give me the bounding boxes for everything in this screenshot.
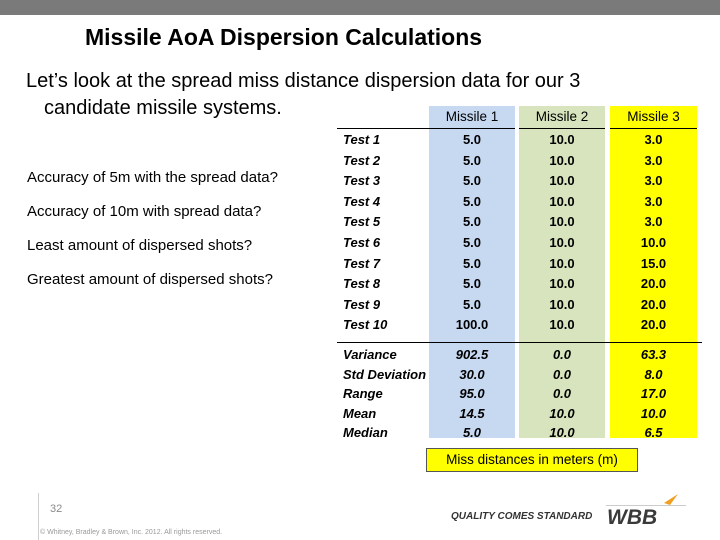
stat-label: Median (343, 425, 388, 440)
test-label: Test 6 (343, 235, 381, 250)
test-value-cell: 3.0 (644, 152, 663, 168)
test-value-cell: 3.0 (644, 132, 663, 147)
test-label: Test 2 (343, 152, 381, 168)
dispersion-table (337, 106, 702, 438)
test-value-cell: 20.0 (640, 296, 667, 312)
stat-value-cell: 14.5 (459, 405, 485, 421)
test-value-cell: 10.0 (549, 132, 575, 147)
question-2: Accuracy of 10m with spread data? (27, 203, 262, 220)
page-number: 32 (50, 503, 63, 515)
stat-value-cell: 0.0 (552, 347, 572, 362)
test-value-cell: 10.0 (549, 173, 575, 189)
stat-value-cell: 0.0 (552, 366, 572, 382)
stat-value-cell: 10.0 (549, 405, 575, 421)
stat-value-cell: 95.0 (459, 386, 485, 401)
test-value-cell: 10.0 (549, 255, 575, 271)
stat-value-cell: 6.5 (644, 425, 663, 440)
test-value-cell: 5.0 (462, 132, 482, 147)
test-value-cell: 5.0 (462, 255, 482, 271)
question-3: Least amount of dispersed shots? (27, 237, 253, 254)
intro-line-2: candidate missile systems. (44, 97, 282, 119)
test-value-cell: 20.0 (640, 317, 667, 333)
test-label: Test 7 (343, 255, 381, 271)
test-value-cell: 5.0 (462, 152, 482, 168)
test-value-cell: 15.0 (640, 255, 667, 271)
intro-line-1: Let’s look at the spread miss distance dispersion data for our 3 (26, 70, 581, 92)
question-1: Accuracy of 5m with the spread data? (27, 169, 278, 186)
top-bar (0, 0, 720, 15)
test-label: Test 10 (343, 317, 388, 333)
header-divider (337, 128, 429, 129)
test-label: Test 3 (343, 173, 381, 189)
stat-value-cell: 0.0 (552, 386, 572, 401)
test-value-cell: 10.0 (549, 214, 575, 230)
test-value-cell: 10.0 (549, 235, 575, 250)
test-value-cell: 5.0 (462, 296, 482, 312)
stat-value-cell: 10.0 (549, 425, 575, 440)
test-value-cell: 100.0 (455, 317, 489, 333)
test-value-cell: 5.0 (462, 193, 482, 209)
test-label: Test 1 (343, 132, 381, 147)
stat-label: Variance (343, 347, 397, 362)
tests-divider (337, 342, 702, 343)
stat-value-cell: 8.0 (644, 366, 663, 382)
test-label: Test 5 (343, 214, 381, 230)
slide-title: Missile AoA Dispersion Calculations (85, 24, 483, 50)
stat-value-cell: 10.0 (640, 405, 667, 421)
units-legend: Miss distances in meters (m) (426, 448, 638, 472)
company-tagline: QUALITY COMES STANDARD (451, 511, 593, 522)
footer-divider (38, 493, 39, 540)
test-value-cell: 5.0 (462, 235, 482, 250)
column-header-missile-3: Missile 3 (610, 106, 697, 129)
stat-label: Range (343, 386, 383, 401)
test-value-cell: 5.0 (462, 214, 482, 230)
stat-value-cell: 30.0 (459, 366, 485, 382)
test-value-cell: 10.0 (549, 276, 575, 292)
stat-label: Mean (343, 405, 377, 421)
stat-value-cell: 63.3 (640, 347, 667, 362)
test-label: Test 4 (343, 193, 381, 209)
copyright-text: © Whitney, Bradley & Brown, Inc. 2012. All rights reserved. (40, 529, 223, 536)
test-label: Test 9 (343, 296, 381, 312)
stat-value-cell: 17.0 (640, 386, 667, 401)
svg-text:WBB: WBB (607, 506, 658, 528)
test-value-cell: 10.0 (549, 152, 575, 168)
missile-2-column (519, 106, 605, 438)
stat-value-cell: 902.5 (455, 347, 489, 362)
test-value-cell: 3.0 (644, 173, 663, 189)
test-value-cell: 5.0 (462, 173, 482, 189)
missile-3-column (610, 106, 697, 438)
test-value-cell: 10.0 (549, 317, 575, 333)
column-header-missile-2: Missile 2 (519, 106, 605, 129)
question-4: Greatest amount of dispersed shots? (27, 271, 273, 288)
test-value-cell: 10.0 (549, 193, 575, 209)
test-label: Test 8 (343, 276, 381, 292)
missile-1-column (429, 106, 515, 438)
test-value-cell: 3.0 (644, 193, 663, 209)
test-value-cell: 3.0 (644, 214, 663, 230)
test-value-cell: 5.0 (462, 276, 482, 292)
stat-label: Std Deviation (343, 366, 427, 382)
test-value-cell: 10.0 (640, 235, 667, 250)
wbb-logo (606, 494, 688, 528)
test-value-cell: 10.0 (549, 296, 575, 312)
test-value-cell: 20.0 (640, 276, 667, 292)
column-header-missile-1: Missile 1 (429, 106, 515, 129)
stat-value-cell: 5.0 (462, 425, 482, 440)
